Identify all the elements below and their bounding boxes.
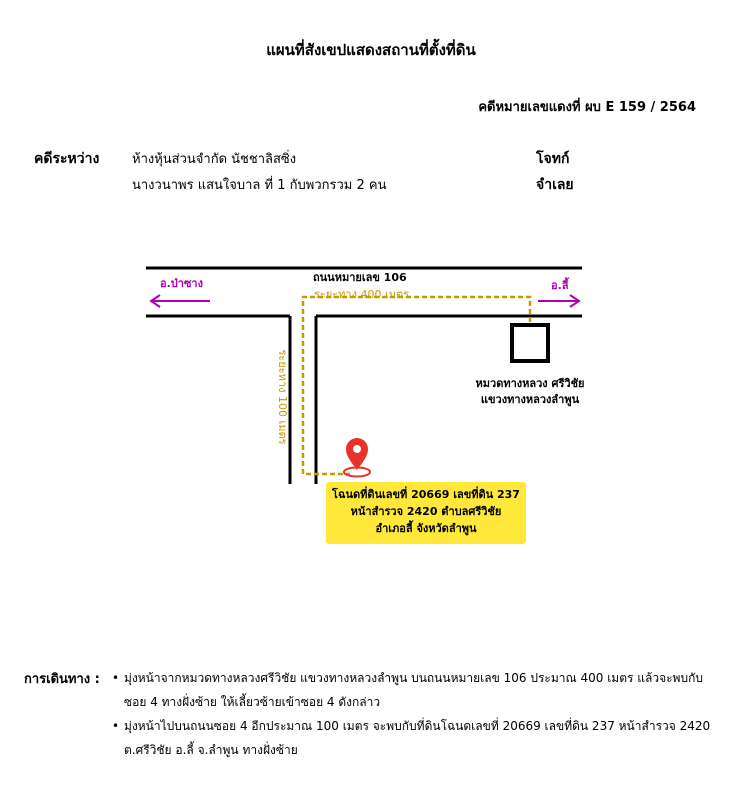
arrow-right-icon	[538, 295, 579, 307]
directions-list	[112, 666, 712, 762]
directions-item	[112, 666, 712, 714]
directions-item	[112, 714, 712, 762]
plaintiff-name: ห้างหุ้นส่วนจำกัด นัชชาลิสซิ่ง	[132, 152, 297, 167]
office-label	[470, 376, 590, 408]
land-info-box	[326, 482, 526, 544]
directions-item1-line1: มุ่งหน้าจากหมวดทางหลวงศรีวิชัย แขวงทางหลวงลำพูน บนถนนหมายเลข 106 ประมาณ 400 เมตร แล้วจะพบกับ	[124, 671, 703, 685]
location-pin-icon	[344, 438, 370, 477]
left-destination-label: อ.ป่าซาง	[160, 277, 203, 290]
directions-item2-line1: มุ่งหน้าไปบนถนนซอย 4 อีกประมาณ 100 เมตร จะพบกับที่ดินโฉนดเลขที่ 20669 เลขที่ดิน 237 หน้าสำรวจ 2420	[124, 719, 711, 733]
arrow-left-icon	[151, 295, 210, 307]
plaintiff-role: โจทก์	[536, 151, 570, 167]
bullet-icon: •	[112, 719, 120, 733]
distance-horizontal-label: ระยะทาง 400 เมตร	[314, 288, 410, 301]
parties-label: คดีระหว่าง	[34, 151, 100, 167]
directions-item1-line2: ซอย 4 ทางฝั่งซ้าย ให้เลี้ยวซ้ายเข้าซอย 4 ดังกล่าว	[124, 695, 381, 709]
case-number: คดีหมายเลขแดงที่ ผบ E 159 / 2564	[478, 100, 696, 115]
directions-item2-line2: ต.ศรีวิชัย อ.ลี้ จ.ลำพูน ทางฝั่งซ้าย	[124, 743, 298, 757]
land-info-line2: หน้าสำรวจ 2420 ตำบลศรีวิชัย	[350, 505, 502, 518]
land-info-line1: โฉนดที่ดินเลขที่ 20669 เลขที่ดิน 237	[332, 488, 520, 501]
distance-vertical-label: ระยะทาง 100 เมตร	[276, 349, 289, 445]
road-label: ถนนหมายเลข 106	[313, 271, 407, 284]
defendant-role: จำเลย	[536, 177, 574, 193]
defendant-name: นางวนาพร แสนใจบาล ที่ 1 กับพวกรวม 2 คน	[132, 178, 387, 193]
page-title: แผนที่สังเขปแสดงสถานที่ตั้งที่ดิน	[266, 41, 476, 59]
office-label-line2: แขวงทางหลวงลำพูน	[480, 393, 580, 406]
right-destination-label: อ.ลี้	[551, 279, 569, 292]
bullet-icon: •	[112, 671, 120, 685]
land-info-line3: อำเภอลี้ จังหวัดลำพูน	[375, 522, 477, 535]
office-label-line1: หมวดทางหลวง ศรีวิชัย	[475, 377, 585, 390]
directions-label: การเดินทาง :	[24, 672, 100, 687]
office-square-icon	[512, 325, 548, 361]
